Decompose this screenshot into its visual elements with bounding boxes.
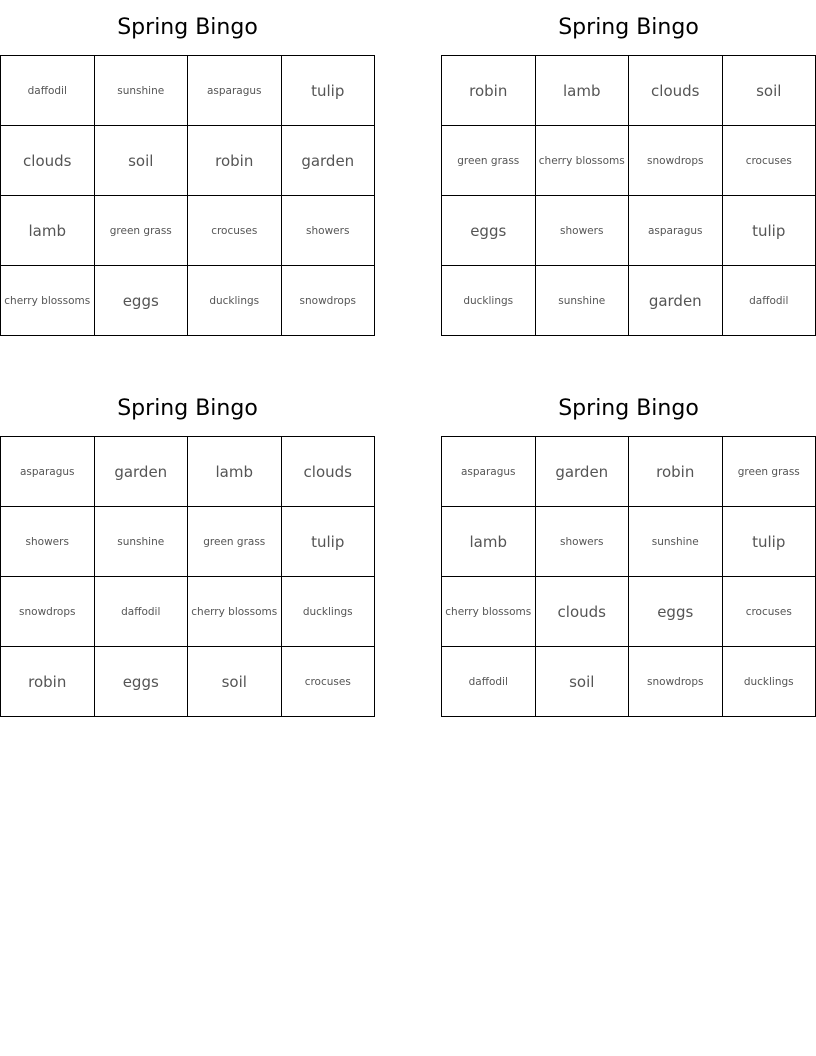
card-title: Spring Bingo bbox=[117, 396, 258, 421]
bingo-cell: ducklings bbox=[188, 266, 282, 336]
bingo-cell: daffodil bbox=[1, 56, 95, 126]
bingo-grid bbox=[441, 436, 816, 717]
bingo-cell: showers bbox=[536, 196, 630, 266]
bingo-cell: robin bbox=[629, 437, 723, 507]
bingo-cell: showers bbox=[536, 507, 630, 577]
bingo-cell: eggs bbox=[442, 196, 536, 266]
bingo-cell: tulip bbox=[282, 507, 376, 577]
bingo-cell: clouds bbox=[1, 126, 95, 196]
bingo-cell: ducklings bbox=[442, 266, 536, 336]
bingo-cell: lamb bbox=[188, 437, 282, 507]
bingo-cell: snowdrops bbox=[629, 647, 723, 717]
bingo-cell: showers bbox=[1, 507, 95, 577]
bingo-cell: tulip bbox=[723, 507, 816, 577]
bingo-cell: sunshine bbox=[536, 266, 630, 336]
bingo-cell: green grass bbox=[95, 196, 189, 266]
bingo-cell: tulip bbox=[282, 56, 376, 126]
bingo-cell: green grass bbox=[723, 437, 816, 507]
bingo-cell: asparagus bbox=[442, 437, 536, 507]
bingo-cell: lamb bbox=[1, 196, 95, 266]
bingo-cell: garden bbox=[282, 126, 376, 196]
bingo-cell: crocuses bbox=[723, 577, 816, 647]
bingo-cell: ducklings bbox=[282, 577, 376, 647]
bingo-cell: tulip bbox=[723, 196, 816, 266]
bingo-cell: sunshine bbox=[95, 56, 189, 126]
bingo-cell: green grass bbox=[188, 507, 282, 577]
bingo-cell: clouds bbox=[536, 577, 630, 647]
bingo-cell: asparagus bbox=[1, 437, 95, 507]
bingo-cell: robin bbox=[1, 647, 95, 717]
bingo-cell: crocuses bbox=[282, 647, 376, 717]
bingo-cell: showers bbox=[282, 196, 376, 266]
bingo-cell: crocuses bbox=[188, 196, 282, 266]
bingo-cell: eggs bbox=[629, 577, 723, 647]
bingo-cell: green grass bbox=[442, 126, 536, 196]
bingo-cell: crocuses bbox=[723, 126, 816, 196]
bingo-cell: snowdrops bbox=[282, 266, 376, 336]
bingo-cell: soil bbox=[723, 56, 816, 126]
bingo-cell: robin bbox=[442, 56, 536, 126]
bingo-cell: cherry blossoms bbox=[1, 266, 95, 336]
bingo-cell: asparagus bbox=[629, 196, 723, 266]
bingo-cell: cherry blossoms bbox=[188, 577, 282, 647]
card-title: Spring Bingo bbox=[558, 396, 699, 421]
bingo-cell: snowdrops bbox=[629, 126, 723, 196]
bingo-cell: soil bbox=[536, 647, 630, 717]
bingo-cell: eggs bbox=[95, 647, 189, 717]
bingo-cell: daffodil bbox=[723, 266, 816, 336]
bingo-card bbox=[441, 0, 816, 336]
bingo-cell: daffodil bbox=[95, 577, 189, 647]
bingo-card bbox=[441, 381, 816, 717]
bingo-cell: garden bbox=[536, 437, 630, 507]
bingo-cell: soil bbox=[188, 647, 282, 717]
bingo-cell: daffodil bbox=[442, 647, 536, 717]
bingo-card bbox=[0, 381, 375, 717]
bingo-cell: garden bbox=[629, 266, 723, 336]
bingo-grid bbox=[0, 55, 375, 336]
bingo-grid bbox=[441, 55, 816, 336]
bingo-cell: robin bbox=[188, 126, 282, 196]
bingo-cell: cherry blossoms bbox=[536, 126, 630, 196]
bingo-cell: asparagus bbox=[188, 56, 282, 126]
bingo-cell: soil bbox=[95, 126, 189, 196]
bingo-card bbox=[0, 0, 375, 336]
bingo-cell: clouds bbox=[282, 437, 376, 507]
bingo-cell: lamb bbox=[536, 56, 630, 126]
bingo-cell: sunshine bbox=[95, 507, 189, 577]
card-title: Spring Bingo bbox=[117, 15, 258, 40]
bingo-cell: sunshine bbox=[629, 507, 723, 577]
bingo-grid bbox=[0, 436, 375, 717]
bingo-cell: eggs bbox=[95, 266, 189, 336]
card-title: Spring Bingo bbox=[558, 15, 699, 40]
bingo-cell: cherry blossoms bbox=[442, 577, 536, 647]
bingo-cell: garden bbox=[95, 437, 189, 507]
bingo-cell: clouds bbox=[629, 56, 723, 126]
bingo-cell: ducklings bbox=[723, 647, 816, 717]
bingo-cell: lamb bbox=[442, 507, 536, 577]
bingo-cell: snowdrops bbox=[1, 577, 95, 647]
